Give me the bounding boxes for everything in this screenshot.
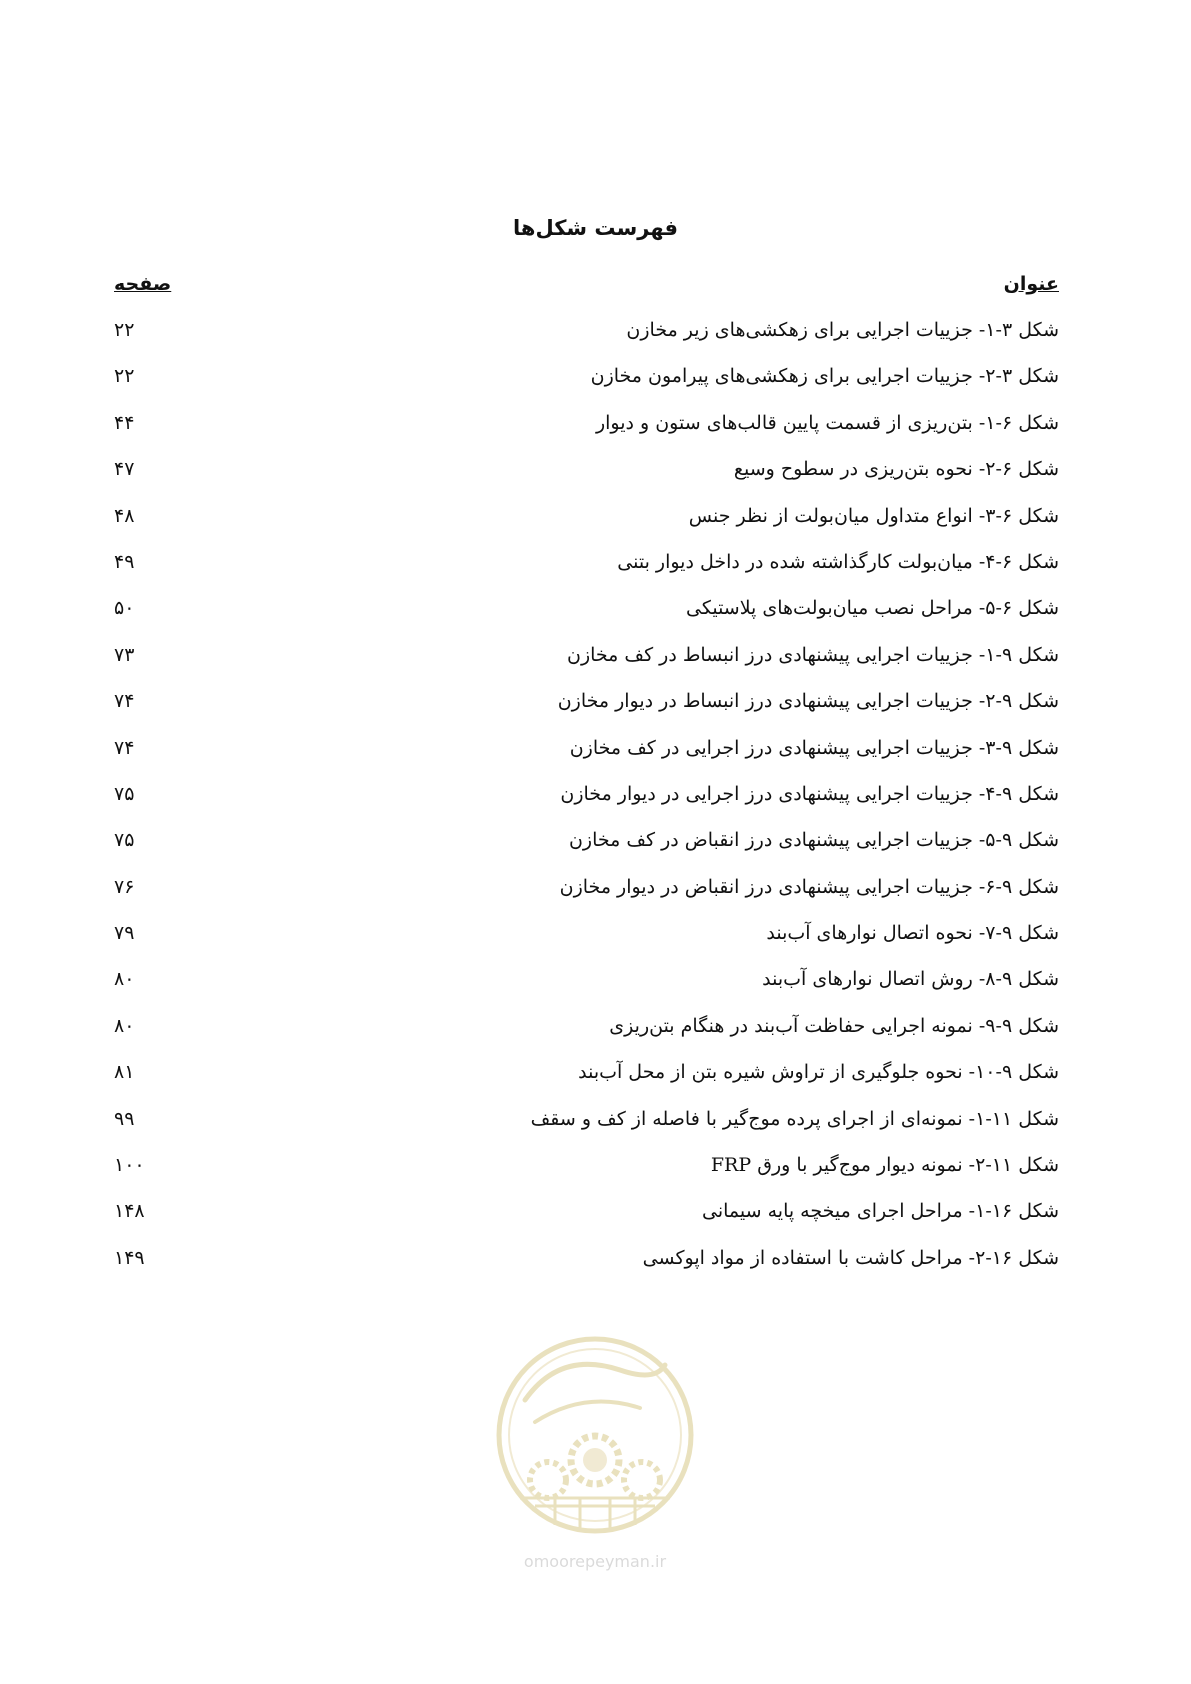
list-item[interactable] (114, 777, 1059, 823)
list-item[interactable] (114, 1102, 1059, 1148)
list-item[interactable] (114, 313, 1059, 359)
page-title: فهرست شکل‌ها (513, 216, 678, 240)
page-number: ۲۲ (114, 319, 135, 341)
page-number: ۷۴ (114, 690, 135, 713)
figure-title: شکل ۳-۲- جزییات اجرایی برای زهکشی‌های پیرامون مخازن (590, 365, 1059, 388)
list-item[interactable] (114, 545, 1059, 591)
figure-title: شکل ۳-۱- جزییات اجرایی برای زهکشی‌های زیر مخازن (626, 319, 1059, 341)
figure-title: شکل ۶-۳- انواع متداول میان‌بولت از نظر جنس (688, 504, 1059, 527)
figure-title: شکل ۶-۵- مراحل نصب میان‌بولت‌های پلاستیکی (686, 597, 1059, 620)
list-item[interactable] (114, 1148, 1059, 1194)
figure-title: شکل ۹-۳- جزییات اجرایی پیشنهادی درز اجرایی در کف مخازن (569, 736, 1059, 759)
page-number: ۸۰ (114, 968, 135, 991)
list-item[interactable] (114, 452, 1059, 498)
seal-icon (490, 1330, 700, 1545)
list-item[interactable] (114, 684, 1059, 730)
figure-title: شکل ۱۱-۲- نمونه دیوار موج‌گیر با ورق FRP (710, 1154, 1059, 1177)
title-column-header: عنوان (1003, 273, 1059, 295)
list-item[interactable] (114, 1009, 1059, 1055)
page-column-header: صفحه (114, 273, 172, 295)
figure-title: شکل ۹-۴- جزییات اجرایی پیشنهادی درز اجرایی در دیوار مخازن (560, 782, 1059, 805)
page-number: ۸۰ (114, 1014, 135, 1037)
page-number: ۴۴ (114, 411, 135, 434)
figure-title: شکل ۹-۱۰- نحوه جلوگیری از تراوش شیره بتن از محل آب‌بند (578, 1061, 1059, 1084)
page-number: ۴۸ (114, 504, 135, 527)
figure-title: شکل ۹-۹- نمونه اجرایی حفاظت آب‌بند در هنگام بتن‌ریزی (609, 1014, 1059, 1037)
list-item[interactable] (114, 870, 1059, 916)
figure-title: شکل ۶-۱- بتن‌ریزی از قسمت پایین قالب‌های ستون و دیوار (595, 411, 1059, 434)
page-number: ۷۶ (114, 875, 135, 898)
list-item[interactable] (114, 638, 1059, 684)
figure-title: شکل ۹-۶- جزییات اجرایی پیشنهادی درز انقباض در دیوار مخازن (559, 875, 1059, 898)
figure-title: شکل ۱۶-۲- مراحل کاشت با استفاده از مواد اپوکسی (642, 1246, 1059, 1269)
figure-title: شکل ۹-۷- نحوه اتصال نوارهای آب‌بند (766, 922, 1059, 945)
page-number: ۷۳ (114, 643, 135, 666)
page-number: ۱۰۰ (114, 1154, 145, 1177)
page-number: ۸۱ (114, 1061, 135, 1084)
list-item[interactable] (114, 1194, 1059, 1240)
page-number: ۷۹ (114, 922, 135, 945)
watermark-url: omoorepeyman.ir (523, 1552, 667, 1571)
page-number: ۲۲ (114, 365, 135, 388)
page-number: ۷۵ (114, 782, 135, 805)
list-item[interactable] (114, 406, 1059, 452)
figure-title: شکل ۹-۵- جزییات اجرایی پیشنهادی درز انقباض در کف مخازن (568, 829, 1059, 852)
page-number: ۴۷ (114, 458, 135, 481)
list-item[interactable] (114, 916, 1059, 962)
figure-title: شکل ۶-۴- میان‌بولت کارگذاشته شده در داخل دیوار بتنی (617, 550, 1059, 573)
page-number: ۷۴ (114, 736, 135, 759)
page-number: ۴۹ (114, 550, 135, 573)
list-item[interactable] (114, 823, 1059, 869)
list-item[interactable] (114, 1241, 1059, 1287)
figure-title: شکل ۹-۸- روش اتصال نوارهای آب‌بند (762, 968, 1059, 991)
page-number: ۹۹ (114, 1107, 135, 1130)
figure-title: شکل ۶-۲- نحوه بتن‌ریزی در سطوح وسیع (733, 458, 1059, 481)
watermark-logo (490, 1330, 700, 1570)
list-item[interactable] (114, 359, 1059, 405)
list-item[interactable] (114, 499, 1059, 545)
page-number: ۱۴۸ (114, 1200, 145, 1223)
figure-title: شکل ۱۱-۱- نمونه‌ای از اجرای پرده موج‌گیر با فاصله از کف و سقف (530, 1107, 1059, 1130)
figure-list (114, 313, 1059, 1287)
page-number: ۱۴۹ (114, 1246, 145, 1269)
page-number: ۷۵ (114, 829, 135, 852)
figure-title: شکل ۹-۲- جزییات اجرایی پیشنهادی درز انبساط در دیوار مخازن (557, 690, 1059, 713)
figure-title: شکل ۱۶-۱- مراحل اجرای میخچه پایه سیمانی (702, 1200, 1059, 1223)
list-item[interactable] (114, 731, 1059, 777)
list-item[interactable] (114, 962, 1059, 1008)
page-number: ۵۰ (114, 597, 135, 620)
list-item[interactable] (114, 591, 1059, 637)
figure-title: شکل ۹-۱- جزییات اجرایی پیشنهادی درز انبساط در کف مخازن (567, 643, 1059, 666)
list-item[interactable] (114, 1055, 1059, 1101)
